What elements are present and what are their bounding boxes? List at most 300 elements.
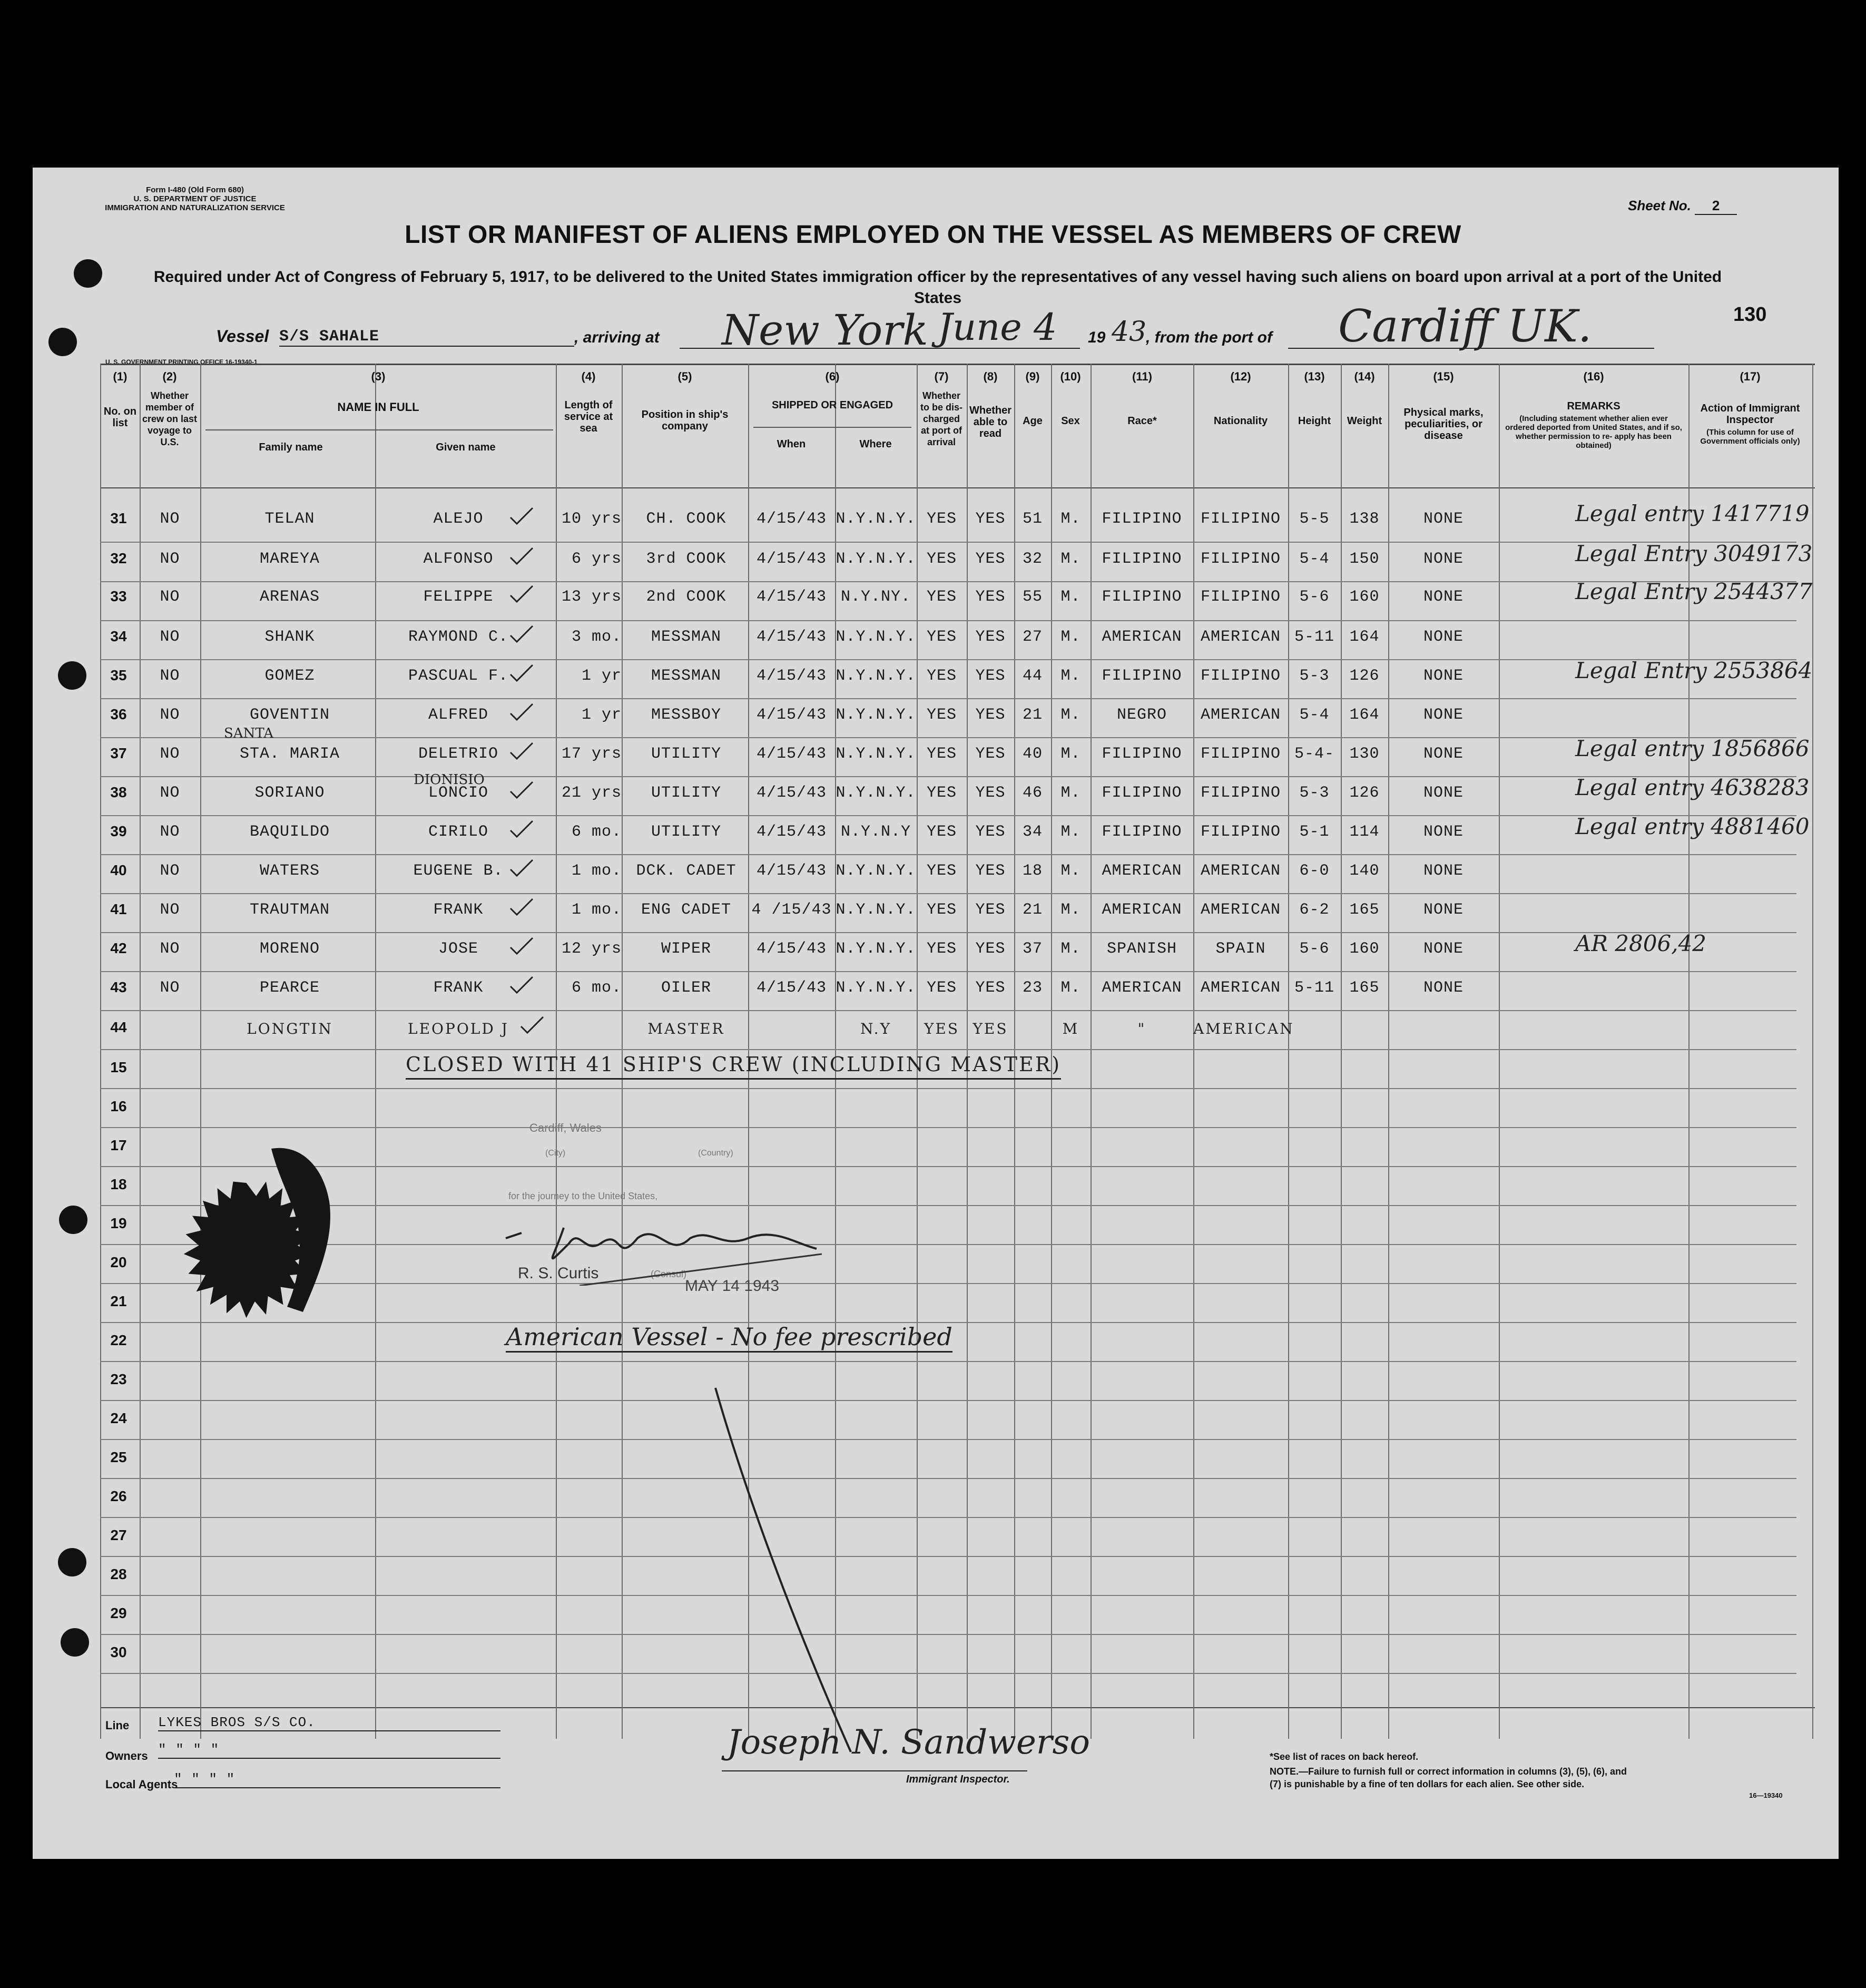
able-to-read-cell: YES — [973, 1020, 1008, 1037]
service-length-cell: 1 mo. — [571, 901, 622, 919]
check-mark-icon — [508, 780, 535, 801]
position-cell: CH. COOK — [646, 510, 726, 528]
stamp-city-label: (City) — [545, 1149, 566, 1158]
row-rule — [100, 1400, 1796, 1401]
owners-value: " " " " — [158, 1742, 500, 1759]
row-rule — [100, 1595, 1796, 1596]
header-action: Action of Immigrant Inspector — [1700, 403, 1800, 426]
age-cell: 27 — [1022, 628, 1043, 646]
discharged-cell: YES — [926, 823, 957, 841]
age-cell: 46 — [1022, 784, 1043, 802]
check-mark-icon — [508, 546, 535, 567]
position-cell: MESSMAN — [651, 628, 722, 646]
sex-cell: M. — [1060, 823, 1081, 841]
prior-voyage-cell: NO — [160, 862, 180, 880]
nationality-cell: FILIPINO — [1200, 550, 1281, 568]
family-name-cell: MORENO — [259, 940, 320, 958]
row-number: 20 — [110, 1254, 127, 1270]
row-rule — [100, 1088, 1796, 1089]
prior-voyage-cell: NO — [160, 706, 180, 724]
discharged-cell: YES — [926, 550, 957, 568]
able-to-read-cell: YES — [975, 588, 1006, 606]
race-cell: AMERICAN — [1102, 862, 1182, 880]
check-mark-icon — [508, 858, 535, 879]
line-label: Line — [105, 1719, 130, 1732]
service-length-cell: 17 yrs — [561, 745, 622, 763]
physical-marks-cell: NONE — [1423, 667, 1464, 685]
owners-label: Owners — [105, 1749, 148, 1762]
given-name-cell: FRANK — [433, 901, 484, 919]
family-name-cell: ARENAS — [259, 588, 320, 606]
table-top-rule — [100, 364, 1815, 365]
line-value: LYKES BROS S/S CO. — [158, 1715, 500, 1731]
year-prefix: 19 — [1088, 329, 1106, 346]
height-cell: 5-11 — [1294, 979, 1334, 997]
col-rule — [1812, 364, 1813, 1739]
col-number: (6) — [825, 370, 840, 383]
col-number: (2) — [162, 370, 177, 383]
race-cell: " — [1137, 1020, 1146, 1037]
nationality-cell: AMERICAN — [1200, 862, 1281, 880]
row-rule — [100, 893, 1796, 894]
given-name-cell: ALFONSO — [423, 550, 494, 568]
check-mark-icon — [508, 897, 535, 918]
physical-marks-cell: NONE — [1423, 784, 1464, 802]
col-rule — [1341, 364, 1342, 1739]
discharged-cell: YES — [926, 940, 957, 958]
position-cell: WIPER — [661, 940, 711, 958]
able-to-read-cell: YES — [975, 901, 1006, 919]
physical-marks-cell: NONE — [1423, 940, 1464, 958]
race-cell: FILIPINO — [1102, 784, 1182, 802]
weight-cell: 160 — [1349, 940, 1380, 958]
row-number: 35 — [110, 667, 127, 683]
sheet-value: 2 — [1695, 198, 1737, 215]
given-name-cell: EUGENE B. — [413, 862, 504, 880]
given-name-cell: LONCIO — [428, 784, 489, 802]
discharged-cell: YES — [926, 979, 957, 997]
sex-cell: M. — [1060, 901, 1081, 919]
shipped-where-cell: N.Y.N.Y. — [836, 550, 916, 568]
row-rule — [100, 1439, 1796, 1440]
discharged-cell: YES — [926, 706, 957, 724]
check-mark-icon — [508, 584, 535, 605]
header-position: Position in ship's company — [641, 409, 729, 432]
height-cell: 5-5 — [1299, 510, 1330, 528]
nationality-cell: FILIPINO — [1200, 588, 1281, 606]
nationality-cell: AMERICAN — [1200, 979, 1281, 997]
row-number: 22 — [110, 1332, 127, 1348]
family-name-cell: MAREYA — [259, 550, 320, 568]
age-cell: 51 — [1022, 510, 1043, 528]
shipped-when-cell: 4/15/43 — [756, 745, 827, 763]
position-cell: MASTER — [647, 1020, 725, 1037]
height-cell: 5-4 — [1299, 706, 1330, 724]
header-shipped: SHIPPED OR ENGAGED — [771, 399, 893, 411]
remarks-cell: Legal Entry 2553864 — [1575, 658, 1813, 683]
physical-marks-cell: NONE — [1423, 901, 1464, 919]
nationality-cell: AMERICAN — [1200, 706, 1281, 724]
prior-voyage-cell: NO — [160, 940, 180, 958]
shipped-where-cell: N.Y.N.Y. — [836, 862, 916, 880]
race-cell: SPANISH — [1106, 940, 1177, 958]
check-mark-icon — [508, 975, 535, 996]
col-number: (4) — [581, 370, 596, 383]
shipped-when-cell: 4/15/43 — [756, 823, 827, 841]
race-cell: AMERICAN — [1102, 901, 1182, 919]
weight-cell: 165 — [1349, 979, 1380, 997]
header-able-read: Whether able to read — [969, 405, 1011, 439]
position-cell: 3rd COOK — [646, 550, 726, 568]
family-name-cell: BAQUILDO — [249, 823, 330, 841]
prior-voyage-cell: NO — [160, 784, 180, 802]
shipped-where-cell: N.Y.N.Y. — [836, 784, 916, 802]
shipped-where-cell: N.Y.N.Y. — [836, 901, 916, 919]
remarks-cell: Legal entry 1856866 — [1575, 736, 1810, 761]
row-number: 33 — [110, 588, 127, 604]
service-length-cell: 3 mo. — [571, 628, 622, 646]
row-rule — [100, 971, 1796, 972]
sex-cell: M. — [1060, 745, 1081, 763]
col-number: (3) — [371, 370, 386, 383]
col-rule — [917, 364, 918, 1739]
col-rule — [967, 364, 968, 1739]
table-header-rule — [100, 487, 1815, 488]
physical-marks-cell: NONE — [1423, 628, 1464, 646]
stamp-country-label: (Country) — [698, 1149, 733, 1158]
nationality-cell: FILIPINO — [1200, 784, 1281, 802]
arrival-year: 43 — [1112, 316, 1147, 348]
shipped-when-cell: 4/15/43 — [756, 940, 827, 958]
family-name-cell: TRAUTMAN — [249, 901, 330, 919]
row-number: 32 — [110, 550, 127, 566]
race-cell: AMERICAN — [1102, 979, 1182, 997]
shipped-when-cell: 4/15/43 — [756, 510, 827, 528]
remarks-cell: Legal entry 4881460 — [1575, 814, 1810, 839]
race-cell: FILIPINO — [1102, 823, 1182, 841]
physical-marks-cell: NONE — [1423, 588, 1464, 606]
able-to-read-cell: YES — [975, 940, 1006, 958]
check-mark-icon — [508, 506, 535, 527]
race-cell: AMERICAN — [1102, 628, 1182, 646]
consul-signature — [500, 1212, 827, 1286]
col-number: (14) — [1354, 370, 1375, 383]
weight-cell: 140 — [1349, 862, 1380, 880]
row-number: 37 — [110, 745, 127, 761]
row-rule — [100, 776, 1796, 777]
race-cell: FILIPINO — [1102, 550, 1182, 568]
family-name-cell: PEARCE — [259, 979, 320, 997]
col-rule — [622, 364, 623, 1739]
header-name-in-full: NAME IN FULL — [337, 400, 419, 414]
shipped-where-cell: N.Y.N.Y. — [836, 667, 916, 685]
form-id: Form I-480 (Old Form 680) — [146, 185, 244, 194]
discharged-cell: YES — [926, 745, 957, 763]
shipped-when-cell: 4/15/43 — [756, 628, 827, 646]
service-length-cell: 13 yrs — [561, 588, 622, 606]
sex-cell: M. — [1060, 784, 1081, 802]
height-cell: 5-3 — [1299, 784, 1330, 802]
shipped-where-cell: N.Y.N.Y. — [836, 510, 916, 528]
sex-cell: M. — [1060, 550, 1081, 568]
discharged-cell: YES — [926, 667, 957, 685]
able-to-read-cell: YES — [975, 510, 1006, 528]
family-name-cell: GOMEZ — [264, 667, 315, 685]
check-mark-icon — [508, 819, 535, 840]
binder-hole — [59, 1206, 87, 1234]
given-name-cell: LEOPOLD J — [408, 1020, 509, 1037]
arrival-date: June 4 — [938, 306, 1057, 349]
col-number: (7) — [934, 370, 949, 383]
sex-cell: M. — [1060, 628, 1081, 646]
discharged-cell: YES — [926, 784, 957, 802]
col-rule — [1091, 364, 1092, 1739]
col-number: (15) — [1433, 370, 1454, 383]
col-number: (16) — [1583, 370, 1604, 383]
header-where: Where — [859, 438, 892, 450]
able-to-read-cell: YES — [975, 823, 1006, 841]
binder-hole — [74, 259, 102, 288]
prior-voyage-cell: NO — [160, 588, 180, 606]
col-rule — [1014, 364, 1015, 1739]
able-to-read-cell: YES — [975, 667, 1006, 685]
age-cell: 44 — [1022, 667, 1043, 685]
pen-stroke — [706, 1380, 864, 1760]
weight-cell: 150 — [1349, 550, 1380, 568]
shipped-when-cell: 4/15/43 — [756, 550, 827, 568]
row-rule — [100, 1049, 1796, 1050]
row-number: 16 — [110, 1098, 127, 1114]
row-number: 24 — [110, 1410, 127, 1426]
row-rule — [100, 1361, 1796, 1362]
given-name-cell: JOSE — [438, 940, 478, 958]
arrival-port: New York — [722, 306, 928, 355]
able-to-read-cell: YES — [975, 784, 1006, 802]
printing-office: U. S. GOVERNMENT PRINTING OFFICE 16-19340-1 — [105, 358, 258, 366]
row-rule — [100, 737, 1796, 738]
age-cell: 55 — [1022, 588, 1043, 606]
row-rule — [100, 1556, 1796, 1557]
sex-cell: M — [1062, 1020, 1079, 1037]
header-sex: Sex — [1061, 415, 1080, 427]
position-cell: DCK. CADET — [636, 862, 736, 880]
row-number: 43 — [110, 979, 127, 995]
inspector-label: Immigrant Inspector. — [906, 1774, 1010, 1785]
row-number: 28 — [110, 1566, 127, 1582]
binder-hole — [48, 328, 77, 356]
inspector-signature: Joseph N. Sandwerso — [727, 1723, 1090, 1762]
header-no-on-list: No. on list — [103, 406, 137, 429]
sex-cell: M. — [1060, 588, 1081, 606]
col-number: (8) — [983, 370, 998, 383]
page-title: LIST OR MANIFEST OF ALIENS EMPLOYED ON THE VESSEL AS MEMBERS OF CREW — [405, 221, 1461, 249]
service-length-cell: 12 yrs — [561, 940, 622, 958]
physical-marks-cell: NONE — [1423, 745, 1464, 763]
row-number: 31 — [110, 510, 127, 526]
height-cell: 6-2 — [1299, 901, 1330, 919]
sex-cell: M. — [1060, 862, 1081, 880]
shipped-where-cell: N.Y.N.Y — [840, 823, 911, 841]
age-cell: 40 — [1022, 745, 1043, 763]
correction-santa: SANTA — [224, 726, 274, 741]
closed-note: CLOSED WITH 41 SHIP'S CREW (INCLUDING MASTER) — [406, 1053, 1061, 1080]
form-code: 16—19340 — [1749, 1791, 1783, 1799]
shipped-when-cell: 4/15/43 — [756, 706, 827, 724]
height-cell: 6-0 — [1299, 862, 1330, 880]
row-number: 30 — [110, 1644, 127, 1660]
weight-cell: 126 — [1349, 784, 1380, 802]
row-rule — [100, 620, 1796, 621]
physical-marks-cell: NONE — [1423, 823, 1464, 841]
agents-label: Local Agents — [105, 1778, 178, 1791]
discharged-cell: YES — [926, 588, 957, 606]
header-prior-voyage: Whether member of crew on last voyage to U.S. — [142, 390, 198, 447]
shipped-header-rule — [753, 427, 911, 428]
row-rule — [100, 698, 1796, 699]
prior-voyage-cell: NO — [160, 510, 180, 528]
prior-voyage-cell: NO — [160, 550, 180, 568]
shipped-where-cell: N.Y.N.Y. — [836, 706, 916, 724]
service-length-cell: 1 yr — [581, 706, 622, 724]
col-number: (17) — [1740, 370, 1761, 383]
vessel-name: S/S SAHALE — [279, 328, 574, 347]
nationality-cell: FILIPINO — [1200, 510, 1281, 528]
given-name-cell: CIRILO — [428, 823, 489, 841]
col-number: (10) — [1060, 370, 1081, 383]
nationality-cell: SPAIN — [1215, 940, 1266, 958]
height-cell: 5-1 — [1299, 823, 1330, 841]
weight-cell: 126 — [1349, 667, 1380, 685]
sheet-number — [1628, 198, 1737, 215]
vessel-fee-note: American Vessel - No fee prescribed — [506, 1323, 952, 1353]
form-agency-block — [95, 185, 295, 212]
prior-voyage-cell: NO — [160, 901, 180, 919]
shipped-where-cell: N.Y.N.Y. — [836, 979, 916, 997]
row-rule — [100, 1673, 1796, 1674]
able-to-read-cell: YES — [975, 706, 1006, 724]
col-number: (9) — [1025, 370, 1040, 383]
weight-cell: 165 — [1349, 901, 1380, 919]
age-cell: 23 — [1022, 979, 1043, 997]
service-length-cell: 6 mo. — [571, 823, 622, 841]
age-cell: 37 — [1022, 940, 1043, 958]
prior-voyage-cell: NO — [160, 745, 180, 763]
prior-voyage-cell: NO — [160, 628, 180, 646]
able-to-read-cell: YES — [975, 745, 1006, 763]
able-to-read-cell: YES — [975, 550, 1006, 568]
check-mark-icon — [519, 1015, 545, 1036]
inspector-signature-line — [722, 1770, 1027, 1771]
row-rule — [100, 659, 1796, 660]
weight-cell: 130 — [1349, 745, 1380, 763]
remarks-cell: Legal entry 1417719 — [1575, 501, 1810, 526]
weight-cell: 160 — [1349, 588, 1380, 606]
row-number: 40 — [110, 862, 127, 878]
race-cell: FILIPINO — [1102, 667, 1182, 685]
able-to-read-cell: YES — [975, 979, 1006, 997]
header-age: Age — [1023, 415, 1043, 427]
physical-marks-cell: NONE — [1423, 510, 1464, 528]
row-number: 17 — [110, 1137, 127, 1153]
position-cell: ENG CADET — [641, 901, 732, 919]
row-rule — [100, 1517, 1796, 1518]
header-when: When — [777, 438, 806, 450]
page-subtitle: Required under Act of Congress of February 5, 1917, to be delivered to the United States immigration officer by the representatives of any vessel having such aliens on board upon arrival at a port of the United States — [153, 268, 1722, 307]
from-port-label: , from the port of — [1146, 329, 1272, 346]
given-name-cell: RAYMOND C. — [408, 628, 509, 646]
shipped-where-cell: N.Y.N.Y. — [836, 940, 916, 958]
col-number: (13) — [1304, 370, 1325, 383]
age-cell: 21 — [1022, 901, 1043, 919]
row-rule — [100, 932, 1796, 933]
header-physical: Physical marks, peculiarities, or disease — [1403, 407, 1484, 442]
height-cell: 5-6 — [1299, 940, 1330, 958]
age-cell: 34 — [1022, 823, 1043, 841]
row-number: 15 — [110, 1059, 127, 1075]
col-rule — [1499, 364, 1500, 1739]
embossed-seal — [145, 1138, 387, 1349]
family-name-cell: TELAN — [264, 510, 315, 528]
service-length-cell: 1 yr — [581, 667, 622, 685]
physical-marks-cell: NONE — [1423, 706, 1464, 724]
age-cell: 18 — [1022, 862, 1043, 880]
position-cell: MESSBOY — [651, 706, 722, 724]
family-name-cell: GOVENTIN — [249, 706, 330, 724]
name-header-rule — [205, 429, 553, 430]
discharged-cell: YES — [926, 628, 957, 646]
col-rule — [1388, 364, 1389, 1739]
check-mark-icon — [508, 663, 535, 684]
col-rule — [1288, 364, 1289, 1739]
header-length-service: Length of service at sea — [564, 399, 613, 434]
position-cell: UTILITY — [651, 784, 722, 802]
service-length-cell: 1 mo. — [571, 862, 622, 880]
nationality-cell: AMERICAN — [1193, 1020, 1294, 1037]
row-number: 29 — [110, 1605, 127, 1621]
row-number: 19 — [110, 1215, 127, 1231]
consul-title: (Consul) — [651, 1269, 687, 1279]
correction-dionisio: DIONISIO — [414, 772, 485, 788]
height-cell: 5-6 — [1299, 588, 1330, 606]
col-number: (11) — [1132, 370, 1152, 383]
shipped-when-cell: 4/15/43 — [756, 862, 827, 880]
remarks-cell: Legal Entry 2544377 — [1575, 579, 1813, 604]
sex-cell: M. — [1060, 979, 1081, 997]
row-rule — [100, 542, 1796, 543]
shipped-where-cell: N.Y — [860, 1020, 892, 1037]
position-cell: 2nd COOK — [646, 588, 726, 606]
physical-marks-cell: NONE — [1423, 979, 1464, 997]
header-action-note: (This column for use of Government officials only) — [1700, 428, 1800, 446]
height-cell: 5-4 — [1299, 550, 1330, 568]
nationality-cell: FILIPINO — [1200, 745, 1281, 763]
row-number: 18 — [110, 1176, 127, 1192]
binder-hole — [61, 1628, 89, 1657]
col-rule — [1688, 364, 1690, 1739]
row-rule — [100, 1634, 1796, 1635]
race-cell: FILIPINO — [1102, 588, 1182, 606]
check-mark-icon — [508, 936, 535, 957]
stamp-date: MAY 14 1943 — [685, 1277, 780, 1295]
remarks-cell: Legal entry 4638283 — [1575, 775, 1810, 800]
weight-cell: 164 — [1349, 706, 1380, 724]
row-number: 21 — [110, 1293, 127, 1309]
service-length-cell: 21 yrs — [561, 784, 622, 802]
stamp-place: Cardiff, Wales — [529, 1121, 602, 1134]
service-length-cell: 10 yrs — [561, 510, 622, 528]
sex-cell: M. — [1060, 940, 1081, 958]
given-name-cell: DELETRIO — [418, 745, 499, 763]
